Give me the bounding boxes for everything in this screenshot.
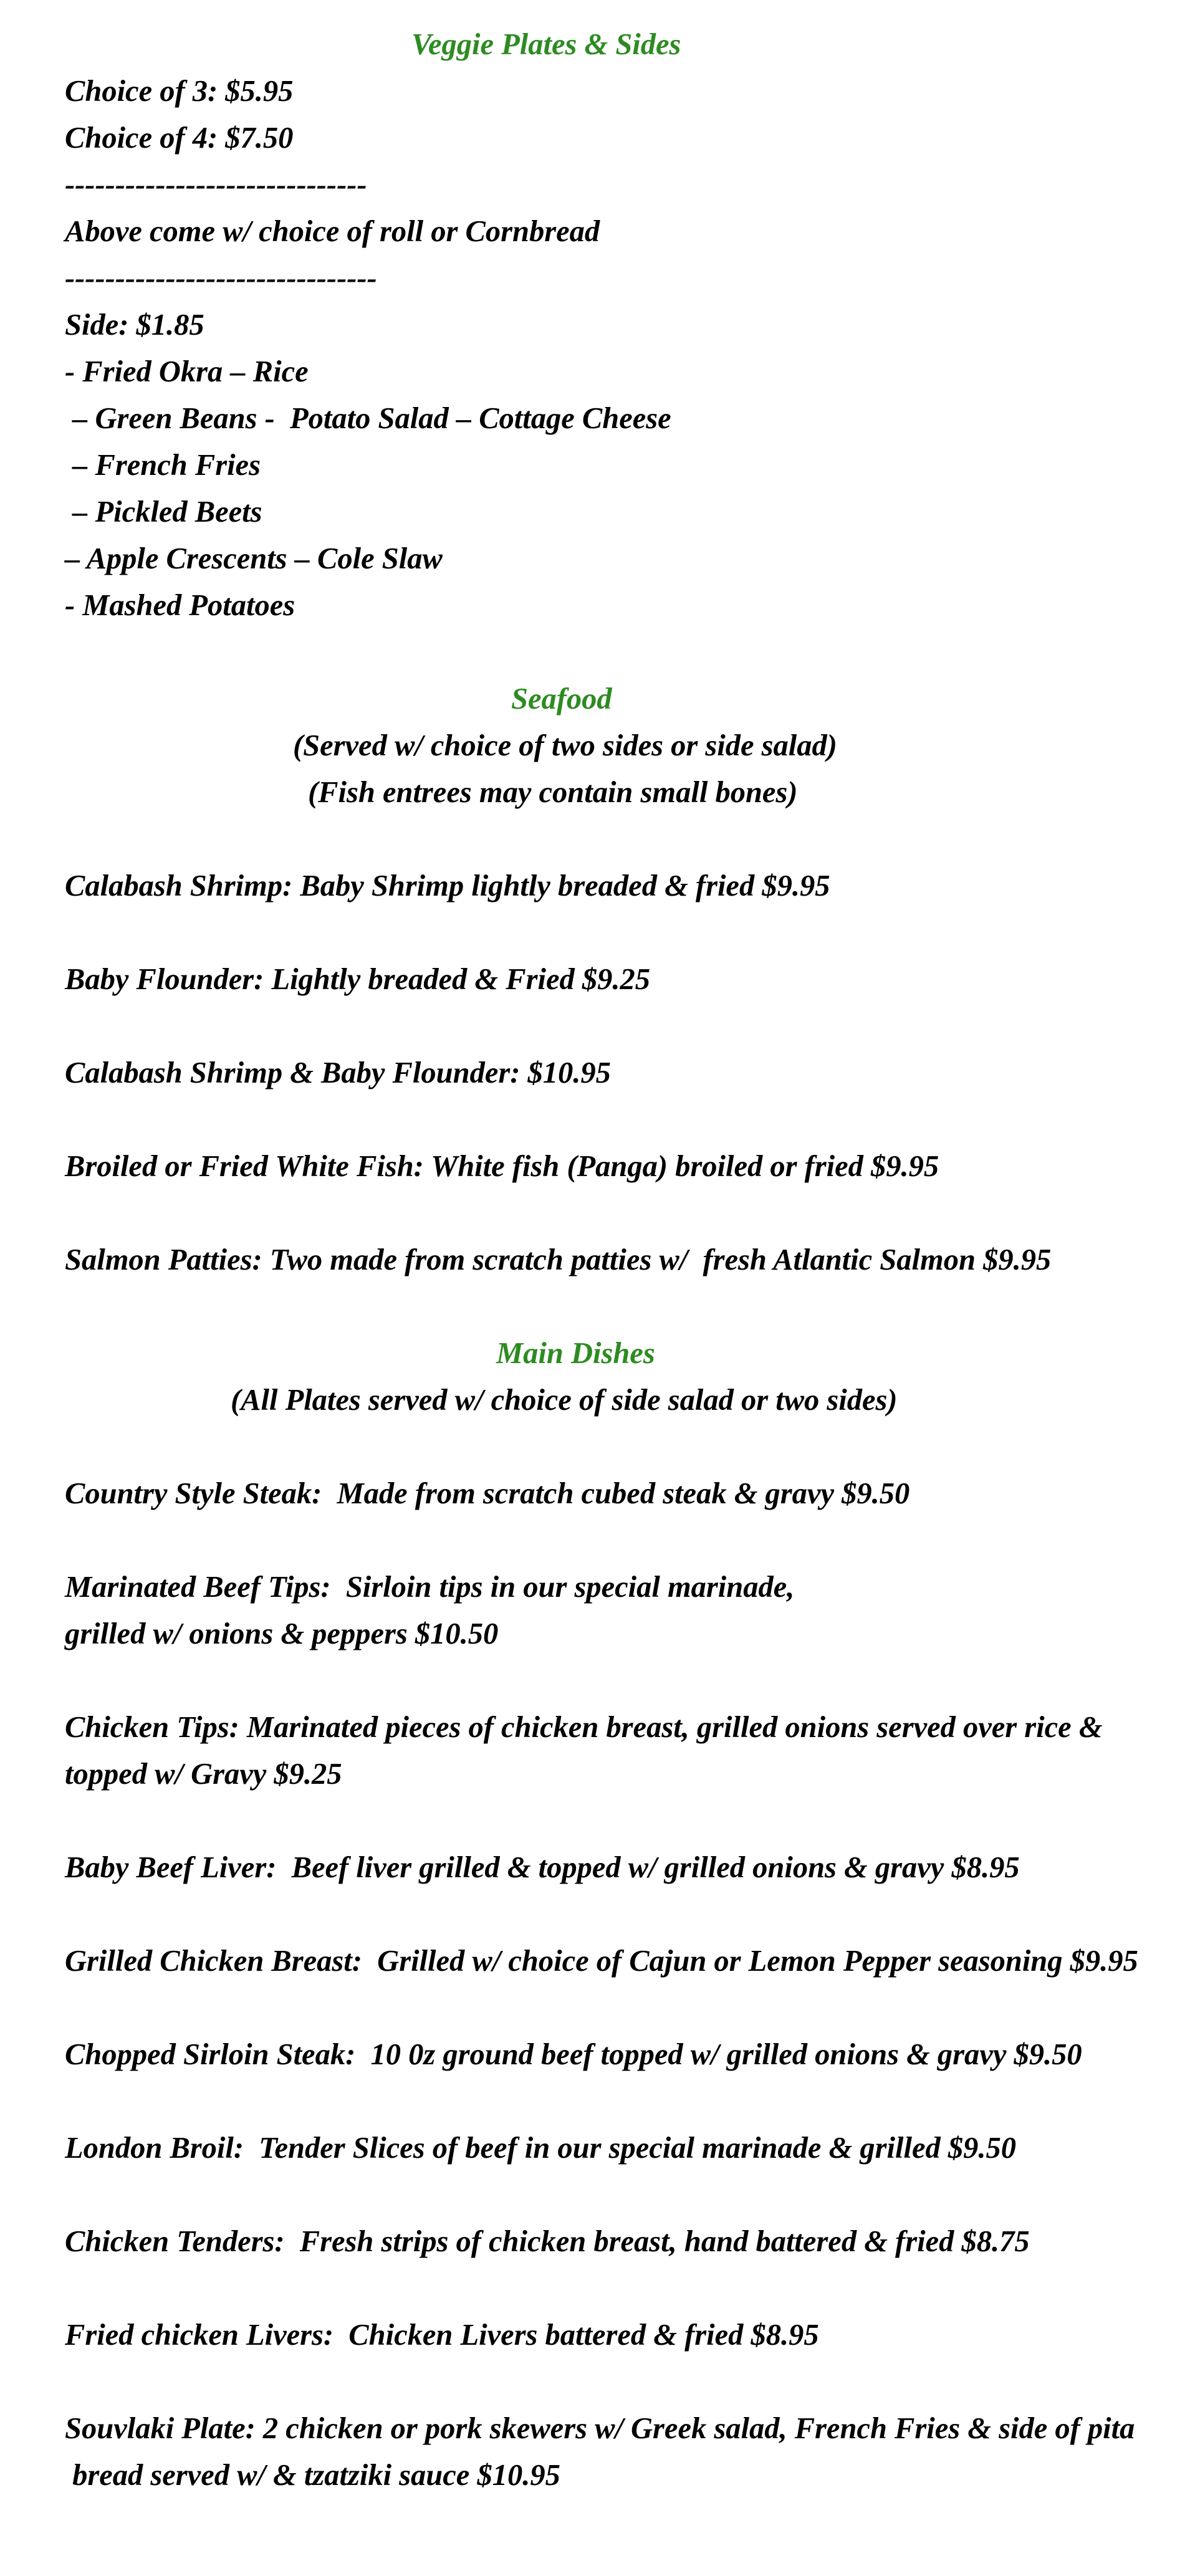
seafood-subtitle: (Fish entrees may contain small bones) <box>308 776 798 809</box>
main-item: Chopped Sirloin Steak: 10 0z ground beef topped w/ grilled onions & gravy $9.50 <box>65 2038 1082 2071</box>
seafood-section-title: Seafood <box>511 682 612 716</box>
veggie-line: - Mashed Potatoes <box>65 589 295 622</box>
veggie-divider: ------------------------------- <box>65 262 377 295</box>
main-section-title: Main Dishes <box>496 1337 655 1370</box>
main-item: Baby Beef Liver: Beef liver grilled & topped w/ grilled onions & gravy $8.95 <box>65 1851 1020 1884</box>
main-item: Chicken Tenders: Fresh strips of chicken breast, hand battered & fried $8.75 <box>65 2225 1030 2258</box>
main-item: Grilled Chicken Breast: Grilled w/ choice of Cajun or Lemon Pepper seasoning $9.95 <box>65 1945 1138 1978</box>
main-subtitle: (All Plates served w/ choice of side salad or two sides) <box>231 1384 898 1417</box>
main-item: Marinated Beef Tips: Sirloin tips in our special marinade, <box>65 1571 795 1604</box>
seafood-item: Salmon Patties: Two made from scratch patties w/ fresh Atlantic Salmon $9.95 <box>65 1243 1052 1276</box>
seafood-item: Calabash Shrimp & Baby Flounder: $10.95 <box>65 1056 611 1089</box>
veggie-line: – Apple Crescents – Cole Slaw <box>65 542 443 575</box>
veggie-divider: ------------------------------ <box>65 168 367 201</box>
main-item: topped w/ Gravy $9.25 <box>65 1758 342 1791</box>
veggie-line: Side: $1.85 <box>65 309 204 342</box>
seafood-item: Broiled or Fried White Fish: White fish (Panga) broiled or fried $9.95 <box>65 1150 939 1183</box>
main-item: grilled w/ onions & peppers $10.50 <box>65 1617 499 1650</box>
seafood-subtitle: (Served w/ choice of two sides or side salad) <box>293 729 837 762</box>
main-item: bread served w/ & tzatziki sauce $10.95 <box>65 2459 560 2492</box>
veggie-line: – Green Beans - Potato Salad – Cottage Cheese <box>65 402 671 435</box>
veggie-line: Above come w/ choice of roll or Cornbread <box>65 215 600 248</box>
main-item: Souvlaki Plate: 2 chicken or pork skewers w/ Greek salad, French Fries & side of pita <box>65 2412 1135 2445</box>
veggie-line: – French Fries <box>65 449 261 482</box>
main-item: Chicken Tips: Marinated pieces of chicken breast, grilled onions served over rice & <box>65 1711 1103 1744</box>
main-item: Country Style Steak: Made from scratch cubed steak & gravy $9.50 <box>65 1477 910 1510</box>
seafood-item: Baby Flounder: Lightly breaded & Fried $9.25 <box>65 963 651 996</box>
veggie-line: Choice of 3: $5.95 <box>65 75 294 108</box>
main-item: London Broil: Tender Slices of beef in our special marinade & grilled $9.50 <box>65 2132 1016 2165</box>
veggie-line: - Fried Okra – Rice <box>65 355 309 388</box>
veggie-line: – Pickled Beets <box>65 496 262 529</box>
veggie-line: Choice of 4: $7.50 <box>65 122 294 155</box>
veggie-section-title: Veggie Plates & Sides <box>411 28 681 61</box>
seafood-item: Calabash Shrimp: Baby Shrimp lightly breaded & fried $9.95 <box>65 869 830 903</box>
main-item: Fried chicken Livers: Chicken Livers battered & fried $8.95 <box>65 2319 819 2352</box>
